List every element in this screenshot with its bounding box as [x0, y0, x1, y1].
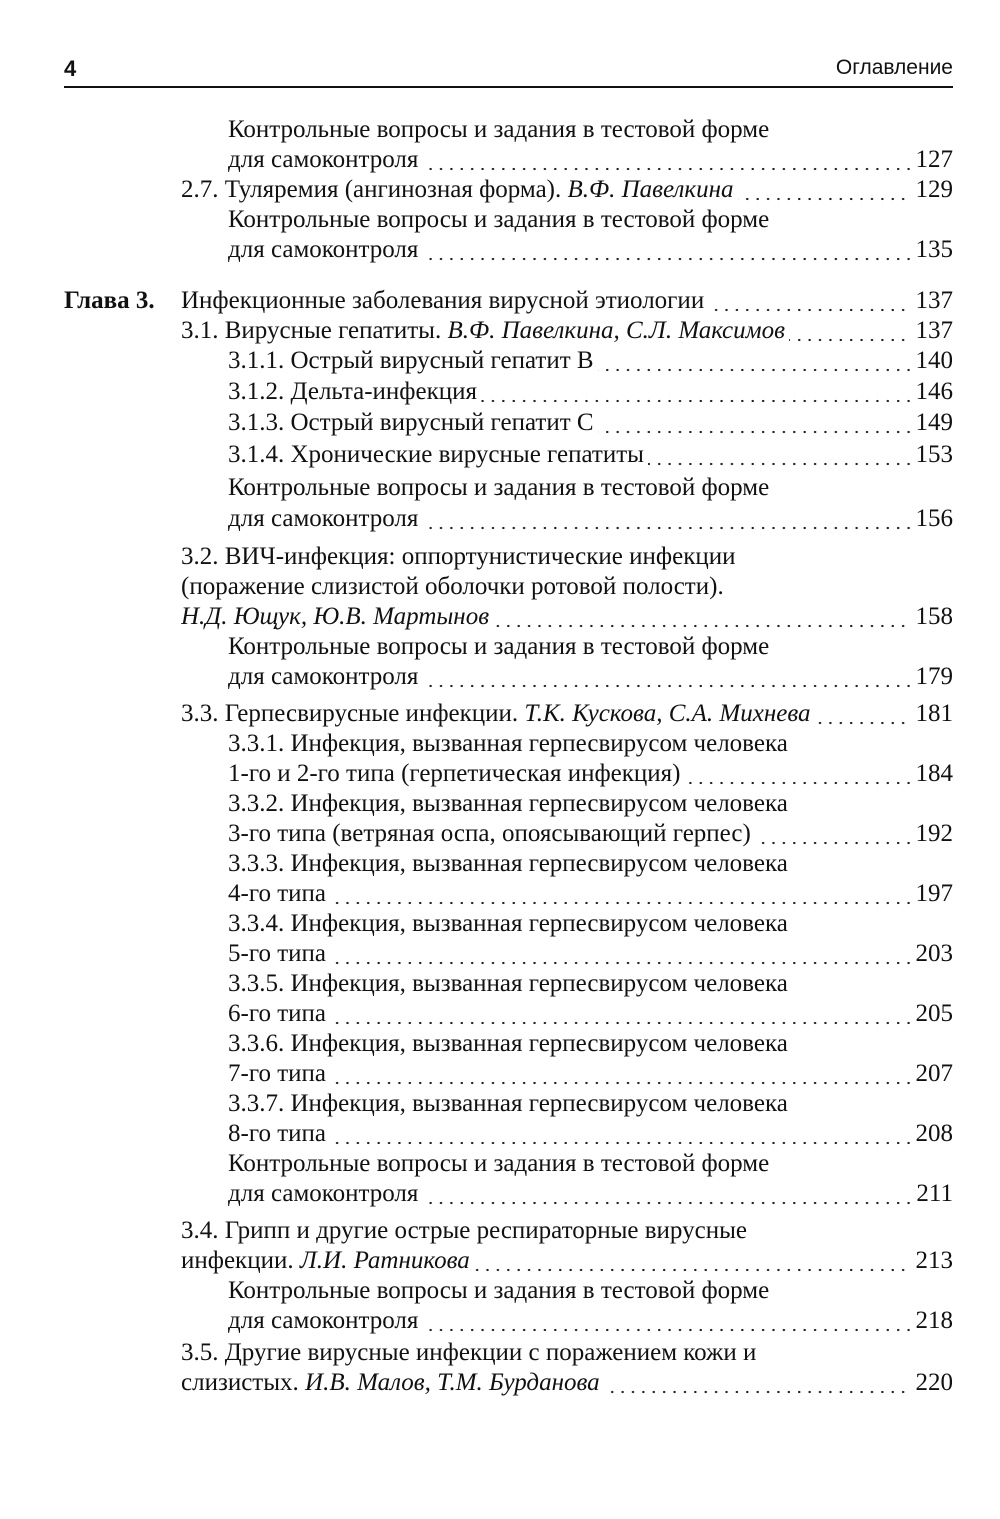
page-ref: 149 — [910, 407, 954, 439]
page-ref: 158 — [910, 601, 954, 633]
toc-entry-title — [228, 790, 792, 817]
toc-entry-title — [228, 1277, 773, 1304]
toc-entry-title — [228, 880, 330, 907]
page-ref: 207 — [910, 1058, 954, 1090]
page-ref: 156 — [910, 503, 954, 535]
entry-text: Инфекционные заболевания вирусной этиологии — [181, 287, 705, 314]
toc-line[interactable] — [228, 1178, 953, 1210]
toc-entry-title — [228, 474, 773, 501]
toc-entry-title — [228, 347, 598, 374]
toc-entry-title — [228, 116, 773, 143]
toc-line[interactable] — [228, 661, 953, 693]
entry-text: 3.1. Вирусные гепатиты. — [181, 317, 448, 344]
page-ref: 153 — [910, 439, 954, 471]
toc-entry-title — [228, 409, 598, 436]
toc-entry-title — [228, 1307, 422, 1334]
toc-entry-title — [228, 910, 792, 937]
running-header — [64, 52, 953, 88]
entry-text: 2.7. Туляремия (ангинозная форма). — [181, 176, 568, 203]
toc-entry-title — [181, 1217, 751, 1244]
toc-entry-title — [228, 236, 422, 263]
page-ref: 137 — [910, 285, 954, 317]
entry-text: 3.3.7. Инфекция, вызванная герпесвирусом человека — [228, 1090, 788, 1117]
toc-entry-title — [228, 760, 684, 787]
chapter-label: Глава 3. — [64, 287, 155, 314]
entry-text: Контрольные вопросы и задания в тестовой форме — [228, 1277, 770, 1304]
entry-text: 3.3.6. Инфекция, вызванная герпесвирусом человека — [228, 1030, 788, 1057]
entry-text: 3.1.1. Острый вирусный гепатит В — [228, 347, 594, 374]
entry-text: 8-го типа — [228, 1120, 326, 1147]
page-ref: 137 — [910, 315, 954, 347]
page-ref: 140 — [910, 345, 954, 377]
entry-text: для самоконтроля — [228, 663, 419, 690]
toc-line[interactable] — [228, 968, 953, 1000]
toc-entry-title — [228, 505, 422, 532]
toc-entry-title — [228, 206, 773, 233]
page-ref: 135 — [910, 234, 954, 266]
toc-line[interactable] — [181, 1245, 953, 1277]
entry-text: 3.3.2. Инфекция, вызванная герпесвирусом человека — [228, 790, 788, 817]
toc-entry-title — [228, 1180, 422, 1207]
entry-text: для самоконтроля — [228, 1180, 419, 1207]
toc-line[interactable] — [181, 698, 953, 730]
toc-line[interactable] — [228, 114, 953, 146]
toc-line[interactable] — [228, 728, 953, 760]
toc-entry-title — [181, 603, 493, 630]
toc-entry-title — [228, 633, 773, 660]
entry-authors: Т.К. Кускова, С.А. Михнева — [524, 700, 811, 727]
page-ref: 192 — [910, 818, 954, 850]
toc-line[interactable] — [228, 1275, 953, 1307]
toc-line[interactable] — [228, 204, 953, 236]
entry-text: слизистых. — [181, 1369, 306, 1396]
toc-line[interactable] — [228, 503, 953, 535]
toc-line[interactable] — [228, 758, 953, 790]
entry-text: 3.3. Герпесвирусные инфекции. — [181, 700, 525, 727]
toc-line[interactable] — [228, 878, 953, 910]
toc-line[interactable] — [181, 285, 953, 317]
toc-line[interactable] — [228, 1148, 953, 1180]
toc-entry-title — [181, 1247, 474, 1274]
toc-line[interactable] — [228, 908, 953, 940]
entry-text: 3.2. ВИЧ-инфекция: оппортунистические инфекции — [181, 543, 736, 570]
page-ref: 197 — [910, 878, 954, 910]
toc-line[interactable] — [228, 1118, 953, 1150]
entry-text: 3.3.3. Инфекция, вызванная герпесвирусом человека — [228, 850, 788, 877]
toc-entry-title — [228, 1060, 330, 1087]
page-ref: 181 — [910, 698, 954, 730]
toc-entry-title — [181, 176, 738, 203]
entry-text: 3.3.4. Инфекция, вызванная герпесвирусом человека — [228, 910, 788, 937]
toc-line[interactable] — [228, 1305, 953, 1337]
page-ref: 184 — [910, 758, 954, 790]
entry-text: 3-го типа (ветряная оспа, опоясывающий герпес) — [228, 820, 751, 847]
entry-text: Контрольные вопросы и задания в тестовой форме — [228, 206, 770, 233]
toc-line[interactable] — [181, 1367, 953, 1399]
entry-text: 5-го типа — [228, 940, 326, 967]
toc-entry-title — [181, 700, 815, 727]
toc-entry-title — [228, 730, 792, 757]
page-ref: 146 — [910, 376, 954, 408]
toc-entry-title — [228, 663, 422, 690]
toc-line[interactable] — [228, 998, 953, 1030]
entry-authors: Н.Д. Ющук, Ю.В. Мартынов — [181, 603, 490, 630]
toc-line[interactable] — [228, 938, 953, 970]
entry-text: 3.5. Другие вирусные инфекции с поражением кожи и — [181, 1339, 757, 1366]
toc-entry-title — [181, 1369, 604, 1396]
page-ref: 179 — [910, 661, 954, 693]
toc-entry-title — [228, 940, 330, 967]
toc-entry-title — [228, 820, 755, 847]
toc-line[interactable] — [181, 541, 953, 573]
toc-entry-title — [228, 1150, 773, 1177]
entry-text: для самоконтроля — [228, 236, 419, 263]
entry-text: Контрольные вопросы и задания в тестовой форме — [228, 474, 770, 501]
toc-line[interactable] — [228, 631, 953, 663]
entry-text: 1-го и 2-го типа (герпетическая инфекция) — [228, 760, 681, 787]
toc-entry-title — [181, 287, 708, 314]
toc-line[interactable] — [181, 1337, 953, 1369]
entry-text: для самоконтроля — [228, 505, 419, 532]
entry-text: 3.1.2. Дельта-инфекция — [228, 378, 477, 405]
entry-text: Контрольные вопросы и задания в тестовой форме — [228, 633, 770, 660]
toc-entry-title — [228, 1000, 330, 1027]
toc-line[interactable] — [228, 818, 953, 850]
page-ref: 129 — [910, 174, 954, 206]
page-ref: 211 — [910, 1178, 953, 1210]
toc-entry-title — [228, 970, 792, 997]
page-ref: 205 — [910, 998, 954, 1030]
entry-text: инфекции. — [181, 1247, 300, 1274]
toc-entry-title — [181, 317, 789, 344]
entry-text: для самоконтроля — [228, 1307, 419, 1334]
entry-text: 4-го типа — [228, 880, 326, 907]
toc-line[interactable] — [228, 234, 953, 266]
toc-line[interactable] — [228, 345, 953, 377]
toc-entry-title — [228, 378, 481, 405]
toc-line[interactable] — [228, 144, 953, 176]
running-title: Оглавление — [835, 56, 953, 79]
toc-entry-title — [181, 573, 728, 600]
entry-text: 3.3.5. Инфекция, вызванная герпесвирусом человека — [228, 970, 788, 997]
entry-authors: И.В. Малов, Т.М. Бурданова — [305, 1369, 600, 1396]
toc-line[interactable] — [181, 571, 953, 603]
entry-text: 7-го типа — [228, 1060, 326, 1087]
page-ref: 213 — [910, 1245, 954, 1277]
entry-authors: В.Ф. Павелкина — [567, 176, 734, 203]
toc-line[interactable] — [228, 376, 953, 408]
toc-line[interactable] — [228, 472, 953, 504]
entry-authors: В.Ф. Павелкина, С.Л. Максимов — [447, 317, 785, 344]
page-number: 4 — [64, 56, 77, 81]
toc-line[interactable] — [228, 788, 953, 820]
entry-text: 3.4. Грипп и другие острые респираторные вирусные — [181, 1217, 747, 1244]
toc-line[interactable] — [228, 439, 953, 471]
toc-line[interactable] — [181, 174, 953, 206]
entry-text: 3.3.1. Инфекция, вызванная герпесвирусом человека — [228, 730, 788, 757]
toc-line[interactable] — [181, 601, 953, 633]
toc-entry-title — [181, 1339, 760, 1366]
toc-line[interactable] — [228, 407, 953, 439]
entry-text: Контрольные вопросы и задания в тестовой форме — [228, 1150, 770, 1177]
toc-line[interactable] — [228, 1058, 953, 1090]
toc-line[interactable] — [181, 1215, 953, 1247]
entry-text: 6-го типа — [228, 1000, 326, 1027]
toc-entry-title — [181, 543, 739, 570]
toc-line[interactable] — [228, 1028, 953, 1060]
toc-line[interactable] — [181, 315, 953, 347]
entry-text: (поражение слизистой оболочки ротовой полости). — [181, 573, 724, 600]
page-ref: 127 — [910, 144, 954, 176]
entry-text: 3.1.3. Острый вирусный гепатит С — [228, 409, 594, 436]
entry-authors: Л.И. Ратникова — [299, 1247, 470, 1274]
toc-entry-title — [228, 1120, 330, 1147]
page-ref: 203 — [910, 938, 954, 970]
entry-text: для самоконтроля — [228, 146, 419, 173]
toc-line[interactable] — [228, 848, 953, 880]
toc-entry-title — [228, 1090, 792, 1117]
page-ref: 208 — [910, 1118, 954, 1150]
page-ref: 218 — [910, 1305, 954, 1337]
toc-line[interactable] — [228, 1088, 953, 1120]
entry-text: 3.1.4. Хронические вирусные гепатиты — [228, 441, 644, 468]
toc-entry-title — [228, 1030, 792, 1057]
toc-entry-title — [228, 146, 422, 173]
toc-entry-title — [228, 441, 648, 468]
toc-entry-title — [228, 850, 792, 877]
page-ref: 220 — [910, 1367, 954, 1399]
entry-text: Контрольные вопросы и задания в тестовой форме — [228, 116, 770, 143]
